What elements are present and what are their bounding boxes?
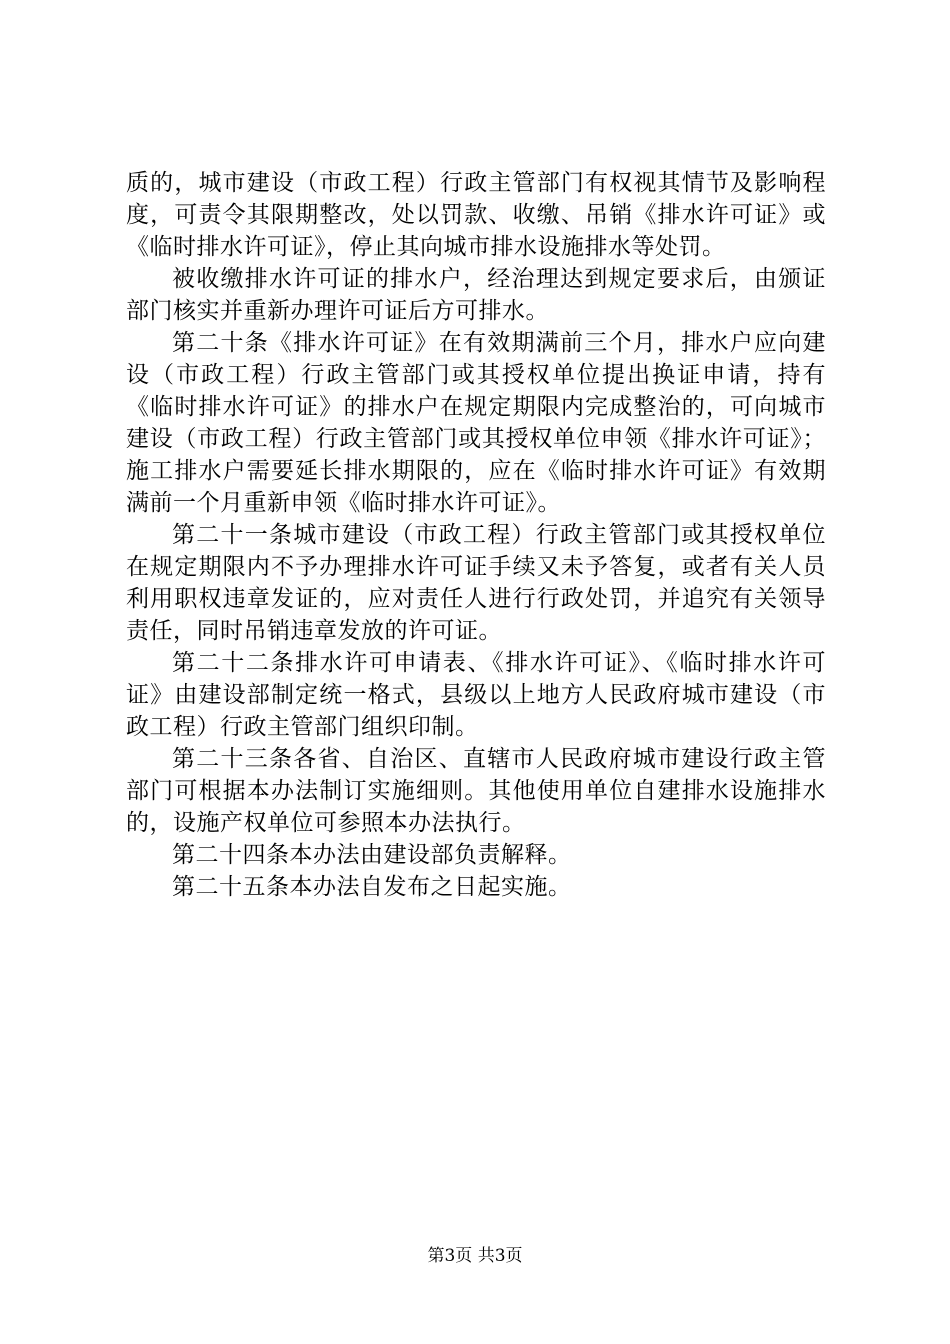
document-body: [126, 167, 826, 903]
article-23-paragraph: 第二十三条各省、自治区、直辖市人民政府城市建设行政主管部门可根据本办法制订实施细则。其他使用单位自建排水设施排水的，设施产权单位可参照本办法执行。: [126, 746, 826, 836]
article-22-paragraph: 第二十二条排水许可申请表、《排水许可证》、《临时排水许可证》由建设部制定统一格式，县级以上地方人民政府城市建设（市政工程）行政主管部门组织印制。: [126, 650, 826, 740]
article-21-paragraph: 第二十一条城市建设（市政工程）行政主管部门或其授权单位在规定期限内不予办理排水许可证手续又未予答复，或者有关人员利用职权违章发证的，应对责任人进行行政处罚，并追究有关领导责任，同时吊销违章发放的许可证。: [126, 522, 826, 644]
page-number-footer: 第3页 共3页: [427, 1246, 523, 1266]
article-24-paragraph: 第二十四条本办法由建设部负责解释。: [172, 842, 572, 868]
paragraph-2: 被收缴排水许可证的排水户，经治理达到规定要求后，由颁证部门核实并重新办理许可证后方可排水。: [126, 266, 826, 324]
article-25-paragraph: 第二十五条本办法自发布之日起实施。: [172, 874, 572, 900]
article-20-paragraph: 第二十条《排水许可证》在有效期满前三个月，排水户应向建设（市政工程）行政主管部门或其授权单位提出换证申请，持有《临时排水许可证》的排水户在规定期限内完成整治的，可向城市建设（市政工程）行政主管部门或其授权单位申领《排水许可证》；施工排水户需要延长排水期限的，应在《临时排水许可证》有效期满前一个月重新申领《临时排水许可证》。: [126, 330, 826, 516]
paragraph-1: 质的，城市建设（市政工程）行政主管部门有权视其情节及影响程度，可责令其限期整改，处以罚款、收缴、吊销《排水许可证》或《临时排水许可证》，停止其向城市排水设施排水等处罚。: [126, 170, 826, 260]
